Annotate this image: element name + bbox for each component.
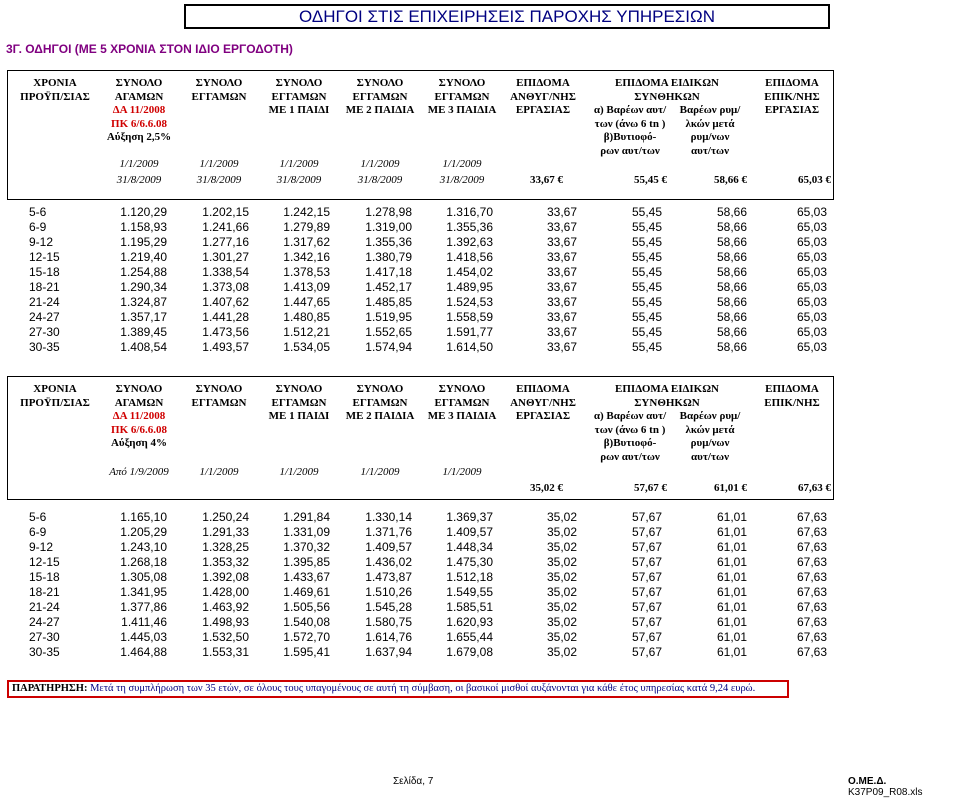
cell-value: 35,02 (546, 540, 577, 554)
cell-value: 55,45 (631, 340, 662, 354)
cell-value: 1.373,08 (202, 280, 249, 294)
cell-value: 1.353,32 (202, 555, 249, 569)
cell-value: 1.553,31 (202, 645, 249, 659)
cell-value: 1.317,62 (283, 235, 330, 249)
date-from: 1/1/2009 (442, 466, 482, 478)
cell-value: 1.574,94 (365, 340, 412, 354)
date-to: 31/8/2009 (116, 174, 162, 186)
cell-value: 67,63 (796, 600, 827, 614)
header-married: ΣΥΝΟΛΟ ΕΓΓΑΜΩΝ (191, 77, 247, 103)
row-years: 15-18 (29, 570, 60, 584)
cell-value: 1.279,89 (283, 220, 330, 234)
cell-value: 58,66 (716, 280, 747, 294)
cell-value: 1.290,34 (120, 280, 167, 294)
cell-value: 1.572,70 (283, 630, 330, 644)
cell-value: 65,03 (796, 220, 827, 234)
cell-value: 1.524,53 (446, 295, 493, 309)
cell-value: 55,45 (631, 310, 662, 324)
allowance-value: 61,01 € (714, 482, 747, 494)
cell-value: 57,67 (631, 630, 662, 644)
cell-value: 55,45 (631, 250, 662, 264)
header-year: ΧΡΟΝΙΑ ΠΡΟΫΠ/ΣΙΑΣ (20, 383, 90, 409)
cell-value: 57,67 (631, 615, 662, 629)
cell-value: 33,67 (546, 235, 577, 249)
date-to: 31/8/2009 (196, 174, 242, 186)
table-header-1 (7, 77, 834, 197)
cell-value: 1.473,56 (202, 325, 249, 339)
cell-value: 1.278,98 (365, 205, 412, 219)
cell-value: 1.195,29 (120, 235, 167, 249)
cell-value: 65,03 (796, 265, 827, 279)
cell-value: 58,66 (716, 325, 747, 339)
cell-value: 1.338,54 (202, 265, 249, 279)
cell-value: 1.392,08 (202, 570, 249, 584)
cell-value: 65,03 (796, 310, 827, 324)
header-married-3children: ΣΥΝΟΛΟ ΕΓΓΑΜΩΝ ΜΕ 3 ΠΑΙΔΙΑ (427, 77, 497, 116)
cell-value: 55,45 (631, 295, 662, 309)
cell-value: 1.408,54 (120, 340, 167, 354)
date-from: 1/1/2009 (442, 158, 482, 170)
cell-value: 58,66 (716, 295, 747, 309)
cell-value: 67,63 (796, 585, 827, 599)
cell-value: 61,01 (716, 630, 747, 644)
cell-value: 65,03 (796, 205, 827, 219)
cell-value: 1.505,56 (283, 600, 330, 614)
cell-value: 55,45 (631, 325, 662, 339)
cell-value: 61,01 (716, 615, 747, 629)
row-years: 6-9 (29, 525, 47, 539)
cell-value: 57,67 (631, 585, 662, 599)
row-years: 12-15 (29, 250, 60, 264)
allowance-value: 57,67 € (634, 482, 667, 494)
table-row (7, 525, 834, 540)
allowance-value: 55,45 € (634, 174, 667, 186)
cell-value: 1.242,15 (283, 205, 330, 219)
header-married-2children: ΣΥΝΟΛΟ ΕΓΓΑΜΩΝ ΜΕ 2 ΠΑΙΔΙΑ (345, 383, 415, 422)
cell-value: 58,66 (716, 235, 747, 249)
cell-value: 35,02 (546, 525, 577, 539)
section-subtitle: 3Γ. ΟΔΗΓΟΙ (ΜΕ 5 ΧΡΟΝΙΑ ΣΤΟΝ ΙΔΙΟ ΕΡΓΟΔΟΤΗ) (6, 42, 293, 56)
note-label: ΠΑΡΑΤΗΡΗΣΗ: (12, 683, 88, 694)
cell-value: 1.357,17 (120, 310, 167, 324)
row-years: 18-21 (29, 585, 60, 599)
cell-value: 1.355,36 (365, 235, 412, 249)
table-row (7, 340, 834, 355)
cell-value: 67,63 (796, 570, 827, 584)
cell-value: 1.158,93 (120, 220, 167, 234)
allowance-value: 58,66 € (714, 174, 747, 186)
cell-value: 1.473,87 (365, 570, 412, 584)
row-years: 18-21 (29, 280, 60, 294)
cell-value: 61,01 (716, 540, 747, 554)
cell-value: 1.328,25 (202, 540, 249, 554)
cell-value: 1.585,51 (446, 600, 493, 614)
cell-value: 65,03 (796, 250, 827, 264)
cell-value: 1.493,57 (202, 340, 249, 354)
table-row (7, 555, 834, 570)
cell-value: 67,63 (796, 525, 827, 539)
cell-value: 57,67 (631, 570, 662, 584)
header-married-1child: ΣΥΝΟΛΟ ΕΓΓΑΜΩΝ ΜΕ 1 ΠΑΙΔΙ (268, 77, 330, 116)
header-trailer-vehicles: Βαρέων ρυμ/ λκών μετά ρυμ/νων αυτ/των (679, 104, 741, 157)
cell-value: 1.558,59 (446, 310, 493, 324)
cell-value: 1.591,77 (446, 325, 493, 339)
row-years: 30-35 (29, 340, 60, 354)
cell-value: 1.418,56 (446, 250, 493, 264)
cell-value: 33,67 (546, 325, 577, 339)
cell-value: 58,66 (716, 340, 747, 354)
header-unhealthy-allowance: ΕΠΙΔΟΜΑ ΑΝΘΥΓ/ΝΗΣ ΕΡΓΑΣΙΑΣ (510, 77, 576, 116)
cell-value: 57,67 (631, 525, 662, 539)
cell-value: 57,67 (631, 645, 662, 659)
cell-value: 1.369,37 (446, 510, 493, 524)
cell-value: 1.250,24 (202, 510, 249, 524)
cell-value: 1.485,85 (365, 295, 412, 309)
table-row (7, 540, 834, 555)
cell-value: 1.512,21 (283, 325, 330, 339)
cell-value: 1.205,29 (120, 525, 167, 539)
cell-value: 1.331,09 (283, 525, 330, 539)
table-row (7, 235, 834, 250)
cell-value: 1.291,33 (202, 525, 249, 539)
cell-value: 1.355,36 (446, 220, 493, 234)
cell-value: 1.436,02 (365, 555, 412, 569)
row-years: 9-12 (29, 540, 54, 554)
cell-value: 55,45 (631, 235, 662, 249)
date-from: 1/1/2009 (199, 466, 239, 478)
header-hazard-allowance: ΕΠΙΔΟΜΑ ΕΠΙΚ/ΝΗΣ ΕΡΓΑΣΙΑΣ (764, 77, 820, 116)
cell-value: 1.243,10 (120, 540, 167, 554)
date-from: Από 1/9/2009 (109, 466, 169, 478)
cell-value: 67,63 (796, 645, 827, 659)
row-years: 27-30 (29, 325, 60, 339)
cell-value: 55,45 (631, 205, 662, 219)
date-from: 1/1/2009 (360, 158, 400, 170)
cell-value: 1.378,53 (283, 265, 330, 279)
cell-value: 1.519,95 (365, 310, 412, 324)
row-years: 6-9 (29, 220, 47, 234)
allowance-value: 35,02 € (530, 482, 563, 494)
cell-value: 1.637,94 (365, 645, 412, 659)
header-married: ΣΥΝΟΛΟ ΕΓΓΑΜΩΝ (191, 383, 247, 409)
table-row (7, 295, 834, 310)
date-from: 1/1/2009 (279, 466, 319, 478)
cell-value: 1.324,87 (120, 295, 167, 309)
cell-value: 1.392,63 (446, 235, 493, 249)
table-row (7, 220, 834, 235)
table-header-2 (7, 383, 834, 498)
cell-value: 58,66 (716, 250, 747, 264)
row-years: 5-6 (29, 510, 47, 524)
table-body-1 (7, 205, 834, 355)
row-years: 24-27 (29, 615, 60, 629)
cell-value: 1.120,29 (120, 205, 167, 219)
header-heavy-vehicles: α) Βαρέων αυτ/ των (άνω 6 tn ) β)Βυτιοφό- ρων αυτ/των (593, 410, 667, 463)
cell-value: 1.316,70 (446, 205, 493, 219)
cell-value: 55,45 (631, 280, 662, 294)
cell-value: 67,63 (796, 510, 827, 524)
cell-value: 1.371,76 (365, 525, 412, 539)
cell-value: 1.580,75 (365, 615, 412, 629)
cell-value: 65,03 (796, 280, 827, 294)
cell-value: 1.469,61 (283, 585, 330, 599)
cell-value: 1.549,55 (446, 585, 493, 599)
header-trailer-vehicles: Βαρέων ρυμ/ λκών μετά ρυμ/νων αυτ/των (679, 410, 741, 463)
cell-value: 1.454,02 (446, 265, 493, 279)
cell-value: 1.464,88 (120, 645, 167, 659)
cell-value: 33,67 (546, 250, 577, 264)
cell-value: 58,66 (716, 220, 747, 234)
cell-value: 1.395,85 (283, 555, 330, 569)
cell-value: 67,63 (796, 615, 827, 629)
header-heavy-vehicles: α) Βαρέων αυτ/ των (άνω 6 tn ) β)Βυτιοφό- ρων αυτ/των (593, 104, 667, 157)
row-years: 27-30 (29, 630, 60, 644)
cell-value: 1.498,93 (202, 615, 249, 629)
cell-value: 61,01 (716, 570, 747, 584)
date-from: 1/1/2009 (360, 466, 400, 478)
cell-value: 1.268,18 (120, 555, 167, 569)
cell-value: 35,02 (546, 630, 577, 644)
cell-value: 35,02 (546, 585, 577, 599)
cell-value: 1.447,65 (283, 295, 330, 309)
footer-code: Ο.ΜΕ.Δ. K37P09_R08.xls (848, 776, 923, 798)
header-single: ΣΥΝΟΛΟ ΑΓΑΜΩΝ ΔΑ 11/2008 ΠΚ 6/6.6.08 Αύξηση 4% (110, 383, 168, 449)
cell-value: 61,01 (716, 510, 747, 524)
cell-value: 1.512,18 (446, 570, 493, 584)
cell-value: 1.620,93 (446, 615, 493, 629)
cell-value: 33,67 (546, 205, 577, 219)
cell-value: 1.428,00 (202, 585, 249, 599)
header-unhealthy-allowance: ΕΠΙΔΟΜΑ ΑΝΘΥΓ/ΝΗΣ ΕΡΓΑΣΙΑΣ (510, 383, 576, 422)
table-row (7, 280, 834, 295)
cell-value: 61,01 (716, 585, 747, 599)
cell-value: 1.595,41 (283, 645, 330, 659)
table-row (7, 310, 834, 325)
header-special-conditions: ΕΠΙΔΟΜΑ ΕΙΔΙΚΩΝ ΣΥΝΘΗΚΩΝ (615, 383, 719, 409)
page-title: ΟΔΗΓΟΙ ΣΤΙΣ ΕΠΙΧΕΙΡΗΣΕΙΣ ΠΑΡΟΧΗΣ ΥΠΗΡΕΣΙΩΝ (184, 4, 830, 29)
cell-value: 1.532,50 (202, 630, 249, 644)
row-years: 9-12 (29, 235, 54, 249)
cell-value: 1.448,34 (446, 540, 493, 554)
cell-value: 1.655,44 (446, 630, 493, 644)
cell-value: 1.540,08 (283, 615, 330, 629)
cell-value: 1.319,00 (365, 220, 412, 234)
date-to: 31/8/2009 (439, 174, 485, 186)
date-from: 1/1/2009 (119, 158, 159, 170)
cell-value: 61,01 (716, 600, 747, 614)
cell-value: 1.409,57 (365, 540, 412, 554)
cell-value: 33,67 (546, 340, 577, 354)
row-years: 15-18 (29, 265, 60, 279)
cell-value: 1.277,16 (202, 235, 249, 249)
cell-value: 1.614,76 (365, 630, 412, 644)
cell-value: 1.480,85 (283, 310, 330, 324)
cell-value: 1.489,95 (446, 280, 493, 294)
cell-value: 1.413,09 (283, 280, 330, 294)
cell-value: 1.407,62 (202, 295, 249, 309)
cell-value: 58,66 (716, 310, 747, 324)
allowance-value: 33,67 € (530, 174, 563, 186)
cell-value: 1.417,18 (365, 265, 412, 279)
table-row (7, 250, 834, 265)
cell-value: 1.341,95 (120, 585, 167, 599)
row-years: 24-27 (29, 310, 60, 324)
cell-value: 67,63 (796, 555, 827, 569)
row-years: 30-35 (29, 645, 60, 659)
page-number: Σελίδα, 7 (393, 776, 434, 787)
cell-value: 1.342,16 (283, 250, 330, 264)
cell-value: 1.254,88 (120, 265, 167, 279)
header-single: ΣΥΝΟΛΟ ΑΓΑΜΩΝ ΔΑ 11/2008 ΠΚ 6/6.6.08 Αύξηση 2,5% (106, 77, 172, 143)
cell-value: 1.452,17 (365, 280, 412, 294)
cell-value: 1.552,65 (365, 325, 412, 339)
date-to: 31/8/2009 (357, 174, 403, 186)
cell-value: 1.370,32 (283, 540, 330, 554)
row-years: 21-24 (29, 600, 60, 614)
cell-value: 1.545,28 (365, 600, 412, 614)
cell-value: 61,01 (716, 555, 747, 569)
cell-value: 1.305,08 (120, 570, 167, 584)
header-married-1child: ΣΥΝΟΛΟ ΕΓΓΑΜΩΝ ΜΕ 1 ΠΑΙΔΙ (268, 383, 330, 422)
cell-value: 58,66 (716, 265, 747, 279)
table-row (7, 325, 834, 340)
header-year: ΧΡΟΝΙΑ ΠΡΟΫΠ/ΣΙΑΣ (20, 77, 90, 103)
cell-value: 61,01 (716, 645, 747, 659)
table-row (7, 600, 834, 615)
note-text: Μετά τη συμπλήρωση των 35 ετών, σε όλους τους υπαγομένους σε αυτή τη σύμβαση, οι βασικοί μισθοί αυξάνονται για κάθε έτος υπηρεσίας κατά 9,24 ευρώ. (90, 683, 756, 694)
table-row (7, 630, 834, 645)
cell-value: 67,63 (796, 540, 827, 554)
cell-value: 1.377,86 (120, 600, 167, 614)
allowance-value: 67,63 € (798, 482, 831, 494)
header-married-3children: ΣΥΝΟΛΟ ΕΓΓΑΜΩΝ ΜΕ 3 ΠΑΙΔΙΑ (427, 383, 497, 422)
cell-value: 1.389,45 (120, 325, 167, 339)
cell-value: 55,45 (631, 220, 662, 234)
date-to: 31/8/2009 (276, 174, 322, 186)
cell-value: 61,01 (716, 525, 747, 539)
header-married-2children: ΣΥΝΟΛΟ ΕΓΓΑΜΩΝ ΜΕ 2 ΠΑΙΔΙΑ (345, 77, 415, 116)
cell-value: 1.291,84 (283, 510, 330, 524)
cell-value: 57,67 (631, 600, 662, 614)
cell-value: 1.330,14 (365, 510, 412, 524)
cell-value: 35,02 (546, 510, 577, 524)
table-row (7, 510, 834, 525)
cell-value: 33,67 (546, 280, 577, 294)
header-hazard-allowance: ΕΠΙΔΟΜΑ ΕΠΙΚ/ΝΗΣ (764, 383, 820, 409)
cell-value: 65,03 (796, 235, 827, 249)
cell-value: 1.380,79 (365, 250, 412, 264)
cell-value: 1.679,08 (446, 645, 493, 659)
cell-value: 1.411,46 (121, 615, 167, 629)
header-special-conditions: ΕΠΙΔΟΜΑ ΕΙΔΙΚΩΝ ΣΥΝΘΗΚΩΝ (615, 77, 719, 103)
cell-value: 1.165,10 (120, 510, 167, 524)
cell-value: 1.463,92 (202, 600, 249, 614)
cell-value: 1.475,30 (446, 555, 493, 569)
cell-value: 1.241,66 (202, 220, 249, 234)
date-from: 1/1/2009 (279, 158, 319, 170)
cell-value: 65,03 (796, 325, 827, 339)
cell-value: 1.534,05 (283, 340, 330, 354)
cell-value: 65,03 (796, 295, 827, 309)
cell-value: 33,67 (546, 295, 577, 309)
cell-value: 33,67 (546, 220, 577, 234)
cell-value: 57,67 (631, 510, 662, 524)
date-from: 1/1/2009 (199, 158, 239, 170)
row-years: 5-6 (29, 205, 47, 219)
table-row (7, 265, 834, 280)
cell-value: 1.445,03 (120, 630, 167, 644)
cell-value: 1.219,40 (120, 250, 167, 264)
cell-value: 1.510,26 (365, 585, 412, 599)
cell-value: 57,67 (631, 555, 662, 569)
cell-value: 1.441,28 (202, 310, 249, 324)
cell-value: 55,45 (631, 265, 662, 279)
cell-value: 35,02 (546, 615, 577, 629)
cell-value: 58,66 (716, 205, 747, 219)
cell-value: 1.433,67 (283, 570, 330, 584)
cell-value: 35,02 (546, 600, 577, 614)
cell-value: 33,67 (546, 310, 577, 324)
cell-value: 1.301,27 (202, 250, 249, 264)
table-row (7, 645, 834, 660)
cell-value: 65,03 (796, 340, 827, 354)
cell-value: 67,63 (796, 630, 827, 644)
cell-value: 35,02 (546, 645, 577, 659)
row-years: 12-15 (29, 555, 60, 569)
cell-value: 1.409,57 (446, 525, 493, 539)
cell-value: 1.614,50 (446, 340, 493, 354)
cell-value: 33,67 (546, 265, 577, 279)
cell-value: 35,02 (546, 570, 577, 584)
table-body-2 (7, 510, 834, 660)
cell-value: 57,67 (631, 540, 662, 554)
table-row (7, 585, 834, 600)
table-row (7, 570, 834, 585)
cell-value: 1.202,15 (202, 205, 249, 219)
row-years: 21-24 (29, 295, 60, 309)
allowance-value: 65,03 € (798, 174, 831, 186)
table-row (7, 205, 834, 220)
table-row (7, 615, 834, 630)
note-box (7, 680, 789, 698)
cell-value: 35,02 (546, 555, 577, 569)
